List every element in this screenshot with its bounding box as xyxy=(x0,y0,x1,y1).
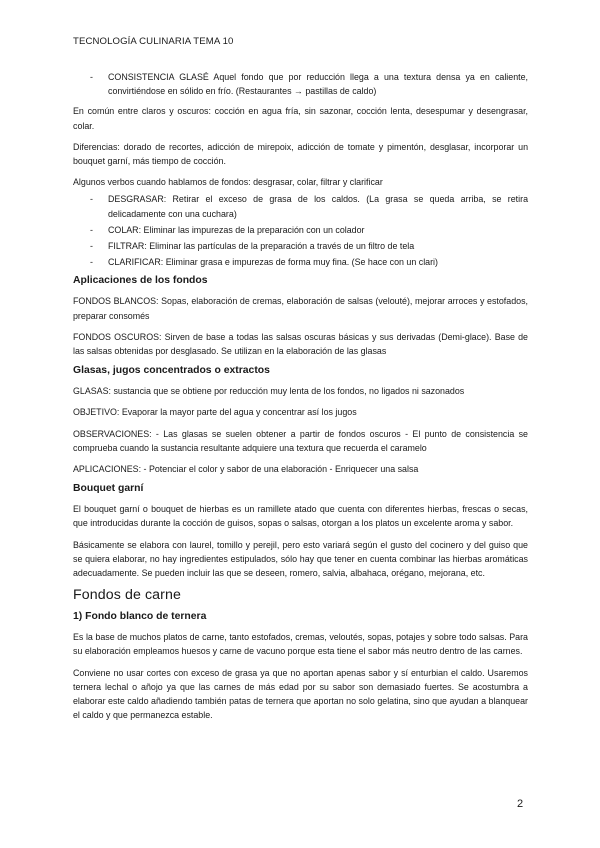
paragraph: FONDOS OSCUROS: Sirven de base a todas las salsas oscuras básicas y sus derivadas (Demi-glace). Base de las salsas obtenidas por desglasado. Se utilizan en la elaboración de las glasas xyxy=(73,331,528,357)
paragraph: OBJETIVO: Evaporar la mayor parte del agua y concentrar así los jugos xyxy=(73,407,357,418)
dash-bullet-icon: - xyxy=(90,72,93,82)
section-heading-aplicaciones: Aplicaciones de los fondos xyxy=(73,275,208,287)
section-heading-bouquet: Bouquet garní xyxy=(73,483,144,495)
section-heading-fondos-carne: Fondos de carne xyxy=(73,587,181,604)
paragraph: Diferencias: dorado de recortes, adicción de mirepoix, adicción de tomate y pimentón, desglasar, incorporar un bouquet garní, más tiempo de cocción. xyxy=(73,141,528,167)
page-content xyxy=(73,70,528,730)
section-heading-glasas: Glasas, jugos concentrados o extractos xyxy=(73,365,270,377)
running-header: TECNOLOGÍA CULINARIA TEMA 10 xyxy=(73,36,234,47)
dash-bullet-icon: - xyxy=(90,224,93,235)
list-item: - COLAR: Eliminar las impurezas de la preparación con un colador xyxy=(73,223,528,237)
intro-bullet-list xyxy=(73,70,528,98)
paragraph: Algunos verbos cuando hablamos de fondos: desgrasar, colar, filtrar y clarificar xyxy=(73,177,383,188)
paragraph: OBSERVACIONES: - Las glasas se suelen obtener a partir de fondos oscuros - El punto de consistencia se comprueba cuando la sustancia resultante adquiere una textura que recuerda el caramelo xyxy=(73,428,528,453)
paragraph: Básicamente se elabora con laurel, tomillo y perejil, pero esto variará según el gusto del cocinero y del guiso que se quiera elaborar, no hay ingredientes estipulados, sólo hay que tener en cuenta combinar las hierbas aromáticas adecuadamente. Se pueden incluir las que se deseen, romero, salvia, albahaca, orégano, mejorana, etc. xyxy=(73,539,528,579)
list-item: - FILTRAR: Eliminar las partículas de la preparación a través de un filtro de tela xyxy=(73,239,528,253)
verb-bullet-list xyxy=(73,192,528,269)
list-item: - DESGRASAR: Retirar el exceso de grasa de los caldos. (La grasa se queda arriba, se retira delicadamente con una cuchara) xyxy=(90,194,528,219)
list-item: - CONSISTENCIA GLASÉ Aquel fondo que por reducción llega a una textura densa ya en caliente, convirtiéndose en sólido en frío. (Restaurantes → pastillas de caldo) xyxy=(90,72,528,97)
paragraph: El bouquet garní o bouquet de hierbas es un ramillete atado que cuenta con diferentes hierbas, frescas o secas, que introducidas durante la cocción de guisos, sopas o salsas, otorgan a los platos un excelente aroma y sabor. xyxy=(73,504,528,529)
page-number: 2 xyxy=(517,798,524,810)
dash-bullet-icon: - xyxy=(90,257,93,268)
paragraph: Conviene no usar cortes con exceso de grasa ya que no aportan apenas sabor y sí enturbian el caldo. Usaremos ternera lechal o añojo ya que las carnes de más edad por su sabor son demasiado fuertes. Se acostumbra a elaborar este caldo añadiendo también patas de ternera que aportan no solo gelatina, sino que ayudan a blanquear el caldo y que permanezca estable. xyxy=(73,667,528,721)
paragraph: GLASAS: sustancia que se obtiene por reducción muy lenta de los fondos, no ligados ni sazonados xyxy=(73,386,465,397)
subsection-heading-ternera: 1) Fondo blanco de ternera xyxy=(73,611,207,623)
list-item: - CLARIFICAR: Eliminar grasa e impurezas de forma muy fina. (Se hace con un clari) xyxy=(73,255,528,269)
dash-bullet-icon: - xyxy=(90,194,93,205)
paragraph: Es la base de muchos platos de carne, tanto estofados, cremas, veloutés, sopas, potajes y sobre todo salsas. Para su elaboración empleamos huesos y carne de vacuno porque esta tiene el sabor más neutro dentro de las carnes. xyxy=(73,632,528,657)
paragraph: FONDOS BLANCOS: Sopas, elaboración de cremas, elaboración de salsas (velouté), mejorar arroces y estofados, preparar consomés xyxy=(73,296,528,321)
dash-bullet-icon: - xyxy=(90,241,93,252)
paragraph: En común entre claros y oscuros: cocción en agua fría, sin sazonar, cocción lenta, desespumar y desengrasar, colar. xyxy=(73,106,528,131)
paragraph: APLICACIONES: - Potenciar el color y sabor de una elaboración - Enriquecer una salsa xyxy=(73,464,419,475)
